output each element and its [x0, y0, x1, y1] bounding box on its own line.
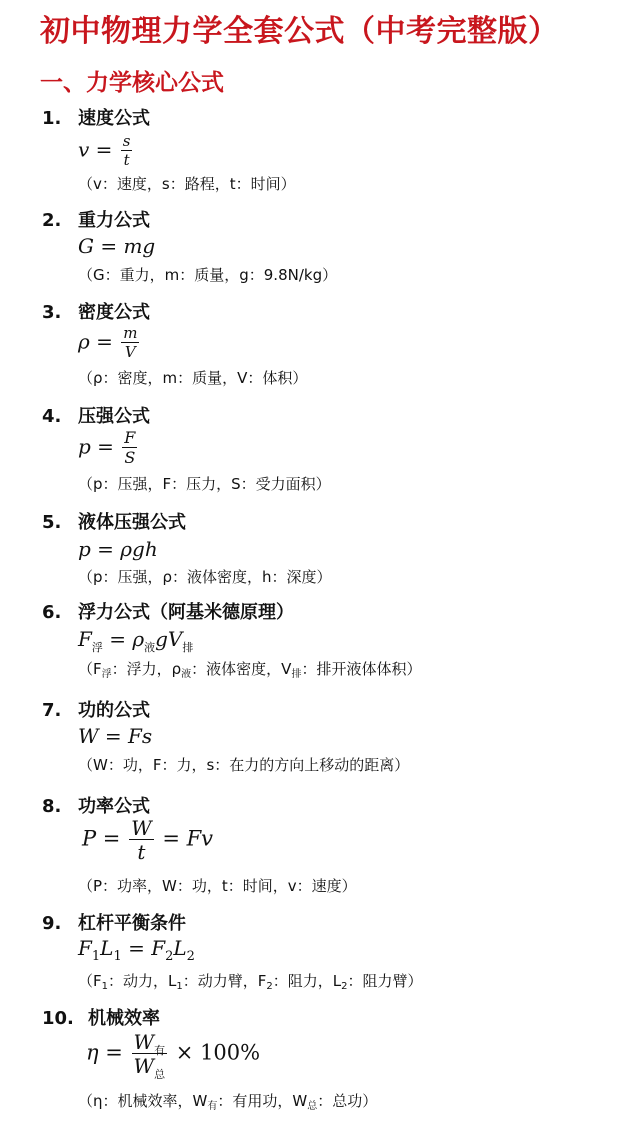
formula-name: 杠杆平衡条件: [78, 913, 186, 934]
fraction: [121, 326, 139, 360]
note-text: ：动力臂，F: [182, 972, 267, 990]
numerator: W: [131, 816, 152, 840]
formula-note: （v：速度，s：路程，t：时间）: [78, 175, 296, 193]
numerator-text: W: [133, 1030, 155, 1054]
formula-name: 浮力公式（阿基米德原理）: [78, 602, 294, 623]
formula-note: （G：重力，m：质量，g：9.8N/kg）: [78, 266, 338, 284]
formula-name: 压强公式: [78, 406, 150, 427]
formula-note: （p：压强，F：压力，S：受力面积）: [78, 475, 331, 493]
formula-heading: [42, 792, 150, 818]
formula-text: × 100%: [175, 1040, 261, 1065]
note-text: ：总功）: [317, 1092, 378, 1110]
formula-text: = F: [121, 936, 166, 960]
subscript: 排: [291, 669, 302, 680]
formula-heading: [42, 1004, 160, 1030]
numerator: s: [122, 132, 131, 150]
formula-text: P =: [82, 826, 121, 851]
item-number: 6.: [42, 602, 62, 623]
formula-heading: [42, 909, 186, 935]
subscript: 2: [165, 949, 174, 964]
note-text: ：浮力，ρ: [111, 660, 182, 678]
note-text: （η：机械效率，W: [78, 1092, 208, 1110]
page-title: 初中物理力学全套公式（中考完整版）: [40, 14, 559, 49]
formula-note: [78, 1090, 377, 1111]
formula-name: 速度公式: [78, 108, 150, 129]
note-text: ：阻力，L: [272, 972, 342, 990]
fraction: [132, 1030, 168, 1081]
formula-name: 功的公式: [78, 700, 150, 721]
formula-heading: [42, 298, 150, 324]
subscript: 2: [186, 949, 195, 964]
formula-heading: [42, 508, 186, 534]
formula-text: gV: [155, 627, 183, 651]
formula-name: 液体压强公式: [78, 512, 186, 533]
formula-note: （p：压强，ρ：液体密度，h：深度）: [78, 568, 332, 586]
section-heading: 一、力学核心公式: [40, 70, 224, 96]
item-number: 1.: [42, 108, 62, 129]
formula: [78, 936, 195, 964]
subscript: 1: [101, 981, 109, 992]
formula-text: v =: [78, 137, 113, 162]
formula: [78, 430, 139, 466]
formula-heading: [42, 696, 150, 722]
formula-name: 功率公式: [78, 796, 150, 817]
formula-text: η =: [86, 1040, 123, 1065]
formula-heading: [42, 206, 150, 232]
subscript: 总: [307, 1101, 318, 1112]
formula-name: 密度公式: [78, 302, 150, 323]
note-text: （F: [78, 972, 102, 990]
formula: [78, 326, 141, 360]
fraction: [122, 430, 137, 466]
subscript: 液: [181, 669, 192, 680]
formula-text: F: [78, 936, 92, 960]
subscript: 2: [266, 981, 273, 992]
numerator: F: [124, 428, 136, 447]
item-number: 2.: [42, 210, 62, 231]
fraction: [121, 134, 133, 168]
subscript: 有: [207, 1101, 218, 1112]
formula-text: ρ =: [78, 329, 113, 354]
item-number: 4.: [42, 406, 62, 427]
denominator: t: [137, 840, 146, 864]
formula-text: = Fv: [162, 826, 214, 851]
subscript: 1: [113, 949, 122, 964]
item-number: 8.: [42, 796, 62, 817]
formula-heading: [42, 104, 150, 130]
note-text: ：排开液体体积）: [301, 660, 422, 678]
formula-name: 机械效率: [88, 1008, 160, 1029]
formula: [82, 818, 213, 862]
formula-note: [78, 658, 421, 679]
note-text: ：有用功，W: [217, 1092, 308, 1110]
formula-note: （ρ：密度，m：质量，V：体积）: [78, 369, 308, 387]
formula-heading: [42, 598, 294, 624]
formula: p = ρgh: [78, 537, 158, 561]
note-text: ：阻力臂）: [347, 972, 423, 990]
formula: [78, 627, 194, 654]
formula-text: L: [173, 936, 187, 960]
note-text: ：动力，L: [108, 972, 177, 990]
formula-text: p =: [78, 434, 114, 459]
formula-note: （W：功，F：力，s：在力的方向上移动的距离）: [78, 756, 410, 774]
subscript: 总: [154, 1068, 166, 1081]
formula-text: L: [100, 936, 114, 960]
subscript: 浮: [101, 669, 112, 680]
subscript: 1: [176, 981, 183, 992]
item-number: 9.: [42, 913, 62, 934]
formula-heading: [42, 402, 150, 428]
subscript: 排: [182, 641, 194, 654]
denominator: S: [124, 448, 136, 467]
formula: G = mg: [78, 234, 156, 258]
formula-name: 重力公式: [78, 210, 150, 231]
subscript: 浮: [91, 641, 103, 654]
subscript: 有: [154, 1044, 166, 1057]
denominator-text: W: [133, 1054, 155, 1078]
numerator: [132, 1030, 168, 1057]
item-number: 7.: [42, 700, 62, 721]
subscript: 液: [144, 641, 156, 654]
item-number: 5.: [42, 512, 62, 533]
formula: W = Fs: [78, 724, 153, 748]
item-number: 3.: [42, 302, 62, 323]
formula: [86, 1030, 261, 1081]
formula-note: [78, 970, 423, 991]
subscript: 2: [341, 981, 348, 992]
subscript: 1: [91, 949, 101, 964]
fraction: [129, 818, 154, 862]
formula: [78, 134, 134, 168]
denominator: t: [123, 151, 130, 169]
note-text: ：液体密度，V: [191, 660, 292, 678]
denominator: V: [124, 343, 136, 361]
numerator: m: [123, 324, 138, 342]
formula-text: F: [78, 627, 92, 651]
item-number: 10.: [42, 1008, 74, 1029]
denominator: [132, 1054, 168, 1081]
formula-note: （P：功率，W：功，t：时间，v：速度）: [78, 877, 357, 895]
note-text: （F: [78, 660, 102, 678]
formula-text: = ρ: [102, 627, 145, 651]
